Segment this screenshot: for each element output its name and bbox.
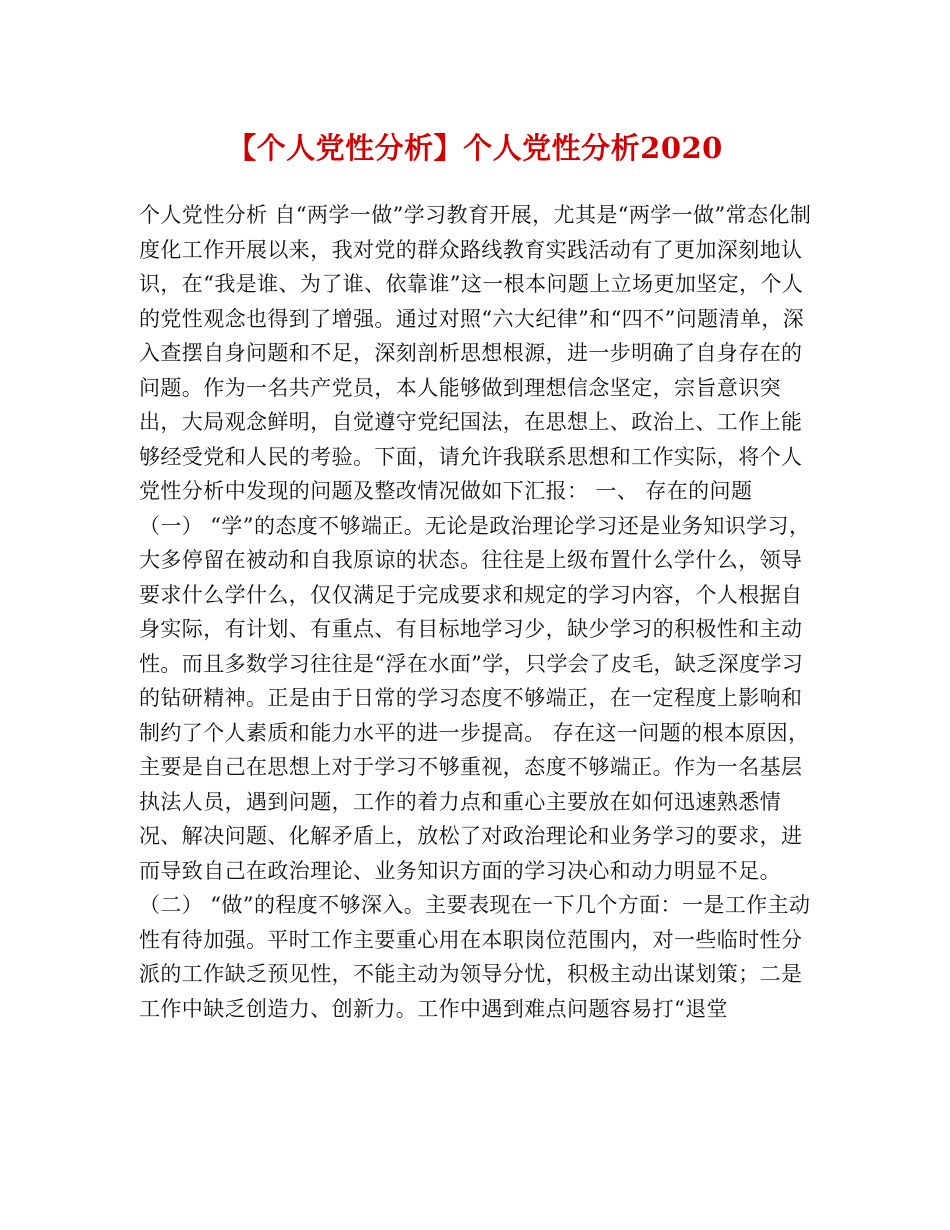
document-body [139, 198, 817, 1026]
body-paragraph-2: （二） “做”的程度不够深入。主要表现在一下几个方面：一是工作主动性有待加强。平时工作主要重心用在本职岗位范围内，对一些临时性分派的工作缺乏预见性，不能主动为领导分忧，积极主动出谋划策；二是工作中缺乏创造力、创新力。工作中遇到难点问题容易打“退堂 [139, 893, 811, 1021]
body-paragraph-1: 个人党性分析 自“两学一做”学习教育开展，尤其是“两学一做”常态化制度化工作开展以来，我对党的群众路线教育实践活动有了更加深刻地认识，在“我是谁、为了谁、依靠谁”这一根本问题上立场更加坚定，个人的党性观念也得到了增强。通过对照“六大纪律”和“四不”问题清单，深入查摆自身问题和不足，深刻剖析思想根源，进一步明确了自身存在的问题。作为一名共产党员，本人能够做到理想信念坚定，宗旨意识突出，大局观念鲜明，自觉遵守党纪国法，在思想上、政治上、工作上能够经受党和人民的考验。下面，请允许我联系思想和工作实际，将个人党性分析中发现的问题及整改情况做如下汇报： 一、 存在的问题 （一） “学”的态度不够端正。无论是政治理论学习还是业务知识学习，大多停留在被动和自我原谅的状态。往往是上级布置什么学什么，领导要求什么学什么，仅仅满足于完成要求和规定的学习内容，个人根据自身实际，有计划、有重点、有目标地学习少，缺少学习的积极性和主动性。而且多数学习往往是“浮在水面”学，只学会了皮毛，缺乏深度学习的钻研精神。正是由于日常的学习态度不够端正，在一定程度上影响和制约了个人素质和能力水平的进一步提高。 存在这一问题的根本原因，主要是自己在思想上对于学习不够重视，态度不够端正。作为一名基层执法人员，遇到问题，工作的着力点和重心主要放在如何迅速熟悉情况、解决问题、化解矛盾上，放松了对政治理论和业务学习的要求，进而导致自己在政治理论、业务知识方面的学习决心和动力明显不足。 [139, 203, 812, 883]
document-title: 【个人党性分析】个人党性分析2020 [227, 131, 723, 165]
